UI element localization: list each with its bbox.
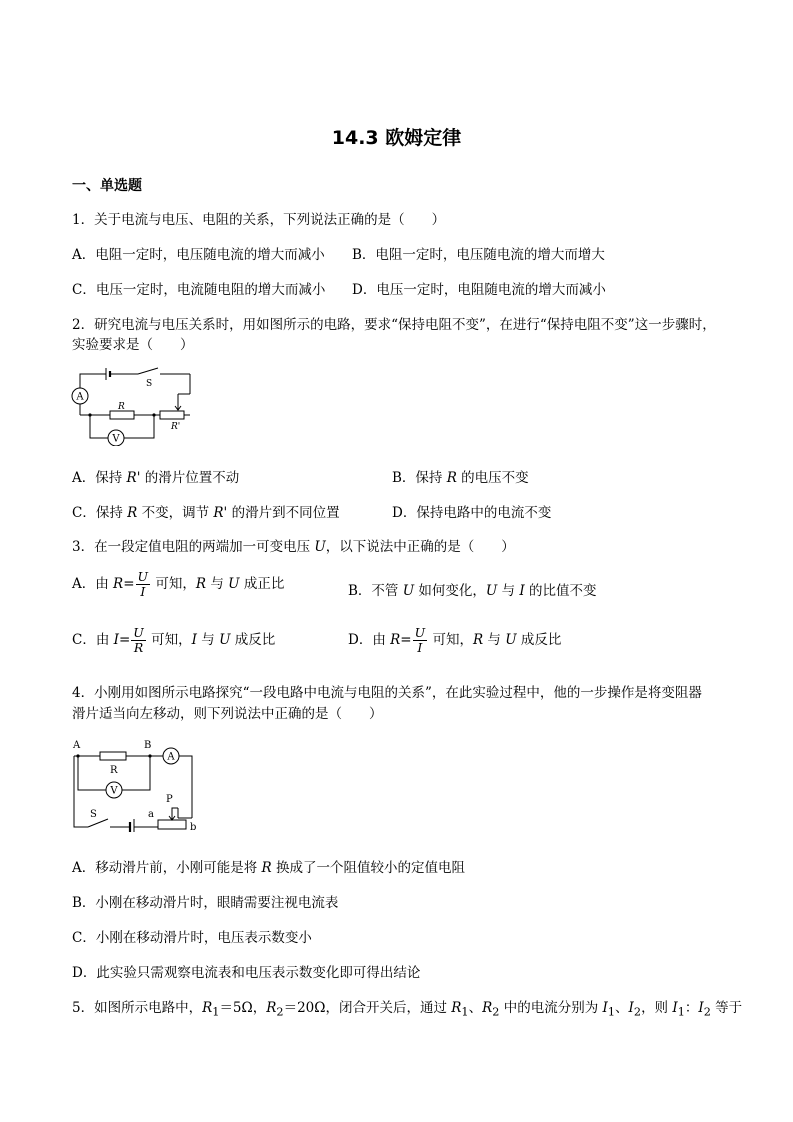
section-heading: 一、单选题 [72,178,142,194]
q3-a-fraction: $\frac{U}{I}$ [137,569,149,599]
q3-stem: 3．在一段定值电阻的两端加一可变电压 U，以下说法中正确的是（ ） [72,539,515,555]
q1-option-b[interactable]: B．电阻一定时，电压随电流的增大而增大 [352,247,605,263]
q3-d-fraction: $\frac{U}{I}$ [414,625,426,655]
q4-slider-label: P [166,794,173,805]
q4-resistor-label: R [110,765,118,776]
q4-switch-label: S [90,809,97,820]
q3-c-fraction: $\frac{U}{R}$ [133,625,144,655]
q2-option-a[interactable]: A．保持 R' 的滑片位置不动 [72,470,240,486]
q1-option-a[interactable]: A．电阻一定时，电压随电流的增大而减小 [72,247,325,263]
q5-stem: 5．如图所示电路中，$R_1=5\Omega$，$R_2=20\Omega$，闭合开关后，通过 $R_1$、$R_2$ 中的电流分别为 $I_1$、$I_2$，则 $I_1$：$I_2$ 等于 [72,1000,743,1019]
q2-circuit-diagram [68,366,198,446]
q2-voltmeter-label: V [112,433,120,445]
q2-switch-label: S [146,379,153,389]
q2-option-b[interactable]: B．保持 R 的电压不变 [392,470,529,486]
q4-ammeter-label: A [167,751,175,763]
q4-node-a-label: A [73,740,81,751]
q4-stem-line1: 4．小刚用如图所示电路探究“一段电路中电流与电阻的关系”，在此实验过程中，他的一步操作是将变阻器 [72,685,702,701]
q4-voltmeter-label: V [110,785,118,797]
q4-stem-line2: 滑片适当向左移动，则下列说法中正确的是（ ） [72,706,383,722]
q2-stem-line1: 2．研究电流与电压关系时，用如图所示的电路，要求“保持电阻不变”，在进行“保持电阻不变”这一步骤时， [72,317,716,333]
q4-option-b[interactable]: B．小刚在移动滑片时，眼睛需要注视电流表 [72,895,339,911]
q4-node-b-label: B [144,740,152,751]
q3-option-d[interactable]: D．由 R= $\frac{U}{I}$ 可知，R 与 U 成反比 [348,625,562,655]
q4-terminal-b-label: b [190,822,197,832]
q3-option-b[interactable]: B．不管 U 如何变化，U 与 I 的比值不变 [348,583,597,599]
q1-option-c[interactable]: C．电压一定时，电流随电阻的增大而减小 [72,282,326,298]
q4-terminal-a-label: a [148,809,154,820]
q2-ammeter-label: A [76,391,84,403]
q2-rheostat-label: R' [171,422,181,432]
q4-option-a[interactable]: A．移动滑片前，小刚可能是将 R 换成了一个阻值较小的定值电阻 [72,860,466,876]
q1-stem: 1．关于电流与电压、电阻的关系，下列说法正确的是（ ） [72,212,446,228]
q4-circuit-diagram [66,736,206,832]
q1-option-d[interactable]: D．电压一定时，电阻随电流的增大而减小 [352,282,606,298]
page-title: 14.3 欧姆定律 [331,127,462,149]
q2-option-c[interactable]: C．保持 R 不变，调节 R' 的滑片到不同位置 [72,505,340,521]
q2-option-d[interactable]: D．保持电路中的电流不变 [392,505,552,521]
q2-stem-line2: 实验要求是（ ） [72,337,194,353]
q2-resistor-label: R [118,402,125,412]
q3-option-c[interactable]: C．由 I= $\frac{U}{R}$ 可知，I 与 U 成反比 [72,625,276,655]
q4-option-c[interactable]: C．小刚在移动滑片时，电压表示数变小 [72,930,312,946]
q4-option-d[interactable]: D．此实验只需观察电流表和电压表示数变化即可得出结论 [72,965,421,981]
q3-option-a[interactable]: A．由 R= $\frac{U}{I}$ 可知，R 与 U 成正比 [72,569,285,599]
